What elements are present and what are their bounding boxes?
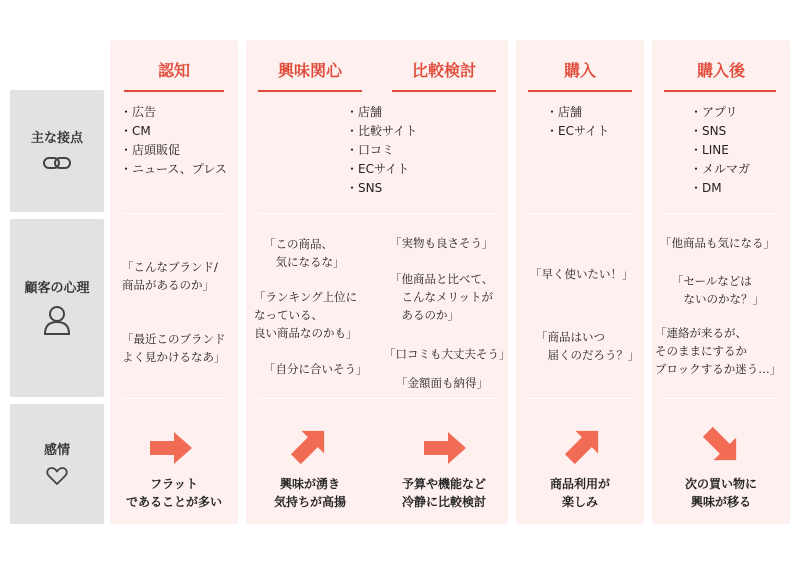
list-item: ・ 店頭販促	[120, 141, 227, 160]
row-label-psychology	[10, 219, 104, 397]
header-underline	[528, 90, 632, 92]
row-divider	[664, 398, 776, 399]
psychology-quote: 「他商品も気になる」	[660, 236, 775, 250]
row-label-touchpoints	[10, 90, 104, 212]
row-divider	[528, 213, 632, 214]
row-divider	[528, 398, 632, 399]
link-icon	[42, 154, 72, 176]
psychology-quote: 「最近このブランド よく見かけるなあ」	[122, 332, 226, 364]
psychology-quote: 「商品はいつ 届くのだろう？」	[536, 330, 640, 362]
emotion-text: 次の買い物に 興味が移る	[684, 477, 757, 509]
list-item: ・ LINE	[690, 141, 750, 160]
list-item: ・ メルマガ	[690, 160, 750, 179]
stage-header-compare: 比較検討	[411, 61, 476, 80]
arrow-down-right-icon	[700, 424, 744, 468]
list-item: ・ DM	[690, 179, 750, 198]
header-underline	[392, 90, 496, 92]
psychology-quote: 「セールなどは ないのかな？」	[672, 274, 764, 306]
stage-header-post-purchase: 購入後	[696, 61, 745, 80]
psychology-quote: 「他商品と比べて、 こんなメリットが あるのか」	[390, 272, 494, 322]
psychology-quote: 「金額面も納得」	[396, 376, 488, 390]
touchpoints-awareness	[120, 103, 227, 179]
list-item: ・ SNS	[346, 179, 417, 198]
emotion-text: 商品利用が 楽しみ	[549, 477, 610, 509]
row-divider	[124, 213, 224, 214]
stage-header-purchase: 購入	[563, 61, 596, 80]
psychology-quote: 「口コミも大丈夫そう」	[384, 347, 511, 361]
emotion-text: フラット であることが多い	[125, 477, 222, 509]
psychology-quote: 「この商品、 気になるな」	[264, 237, 345, 269]
row-label-text: 顧客の心理	[24, 280, 90, 296]
list-item: ・ CM	[120, 122, 227, 141]
psychology-quote: 「ランキング上位に なっている、 良い商品なのかも」	[254, 290, 358, 340]
emotion-text: 予算や機能など 冷静に比較検討	[401, 477, 486, 509]
list-item: ・ 口コミ	[346, 141, 417, 160]
arrow-up-right-icon	[288, 423, 332, 467]
list-item: ・ ECサイト	[546, 122, 609, 141]
psychology-quote: 「自分に合いそう」	[264, 362, 368, 376]
row-label-emotion	[10, 404, 104, 524]
stage-header-interest: 興味関心	[277, 61, 342, 80]
person-icon	[42, 304, 72, 340]
touchpoints-interest-compare	[346, 103, 417, 198]
stage-header-awareness: 認知	[157, 61, 190, 80]
list-item: ・ 店舗	[546, 103, 609, 122]
emotion-text: 興味が湧き 気持ちが高揚	[273, 477, 346, 509]
touchpoints-purchase	[546, 103, 609, 141]
psychology-quote: 「連絡が来るが、 そのままにするか ブロックするか迷う…」	[655, 326, 782, 376]
psychology-quote: 「早く使いたい！」	[530, 267, 634, 281]
psychology-quote: 「実物も良さそう」	[390, 236, 494, 250]
header-underline	[124, 90, 224, 92]
header-underline	[258, 90, 362, 92]
list-item: ・ ニュース、プレス	[120, 160, 227, 179]
psychology-quote: 「こんなブランド/ 商品があるのか」	[122, 260, 218, 292]
list-item: ・ ECサイト	[346, 160, 417, 179]
row-divider	[258, 398, 496, 399]
list-item: ・ 比較サイト	[346, 122, 417, 141]
list-item: ・ 広告	[120, 103, 227, 122]
arrow-right-icon	[424, 432, 468, 464]
row-divider	[664, 213, 776, 214]
arrow-right-icon	[150, 432, 194, 464]
arrow-up-right-icon	[562, 423, 606, 467]
row-divider	[124, 398, 224, 399]
row-divider	[258, 213, 496, 214]
header-underline	[664, 90, 776, 92]
list-item: ・ SNS	[690, 122, 750, 141]
heart-icon	[46, 466, 68, 490]
row-label-text: 主な接点	[30, 130, 83, 146]
touchpoints-post-purchase	[690, 103, 750, 198]
row-label-text: 感情	[43, 442, 70, 458]
list-item: ・ 店舗	[346, 103, 417, 122]
list-item: ・ アプリ	[690, 103, 750, 122]
